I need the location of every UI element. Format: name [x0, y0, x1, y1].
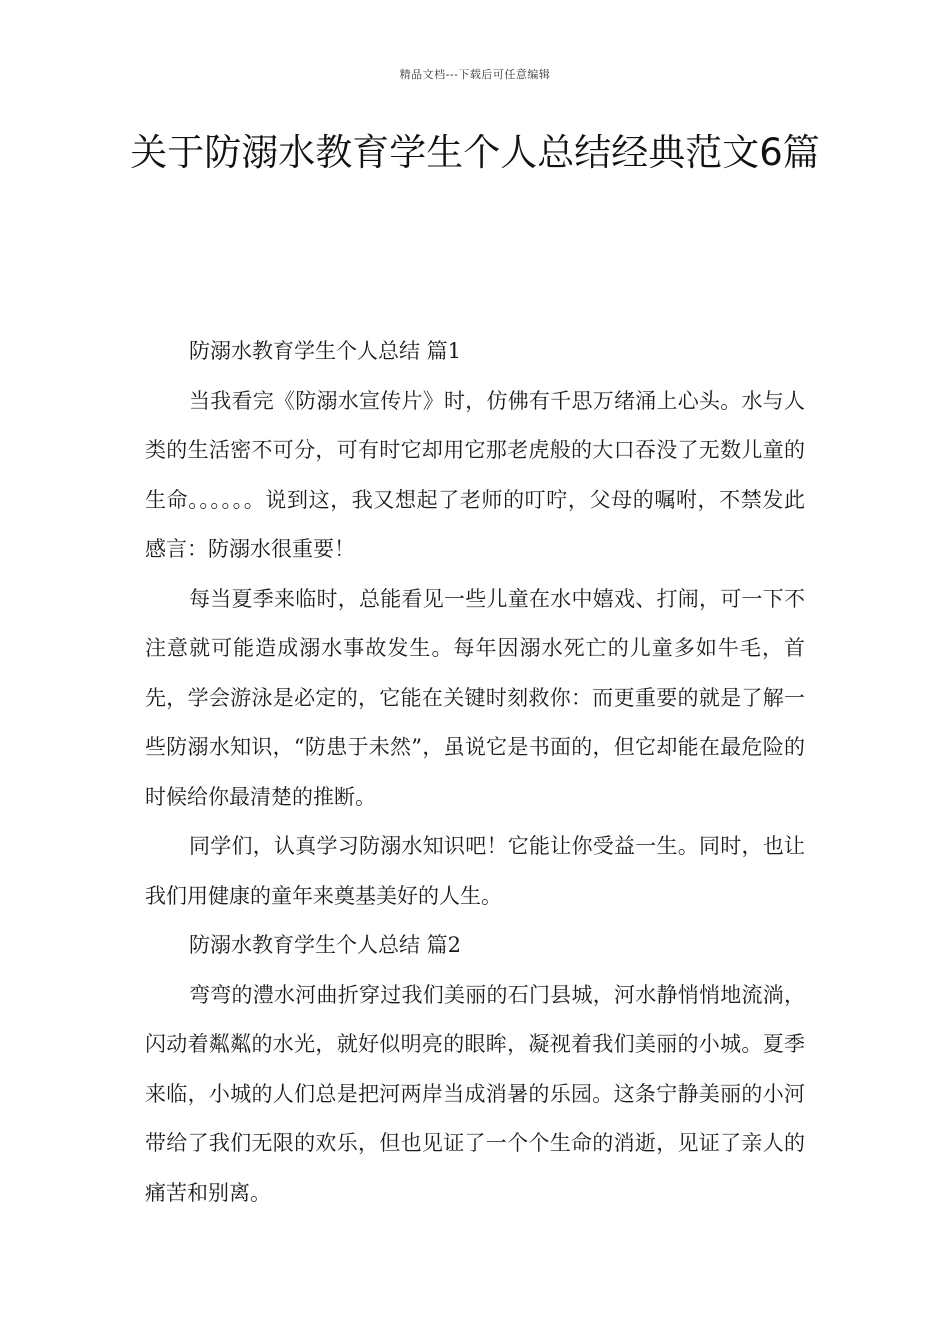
paragraph: 每当夏季来临时，总能看见一些儿童在水中嬉戏、打闹，可一下不注意就可能造成溺水事故发生。每年因溺水死亡的儿童多如牛毛，首先，学会游泳是必定的，它能在关键时刻救你：而更重要的就是了解一些防溺水知识，“防患于未然”，虽说它是书面的，但它却能在最危险的时候给你最清楚的推断。 — [145, 586, 805, 809]
document-body — [145, 327, 805, 1218]
header-note: 精品文档---下载后可任意编辑 — [399, 68, 551, 81]
section-heading-1: 防溺水教育学生个人总结 篇1 — [189, 339, 462, 363]
document-title: 关于防溺水教育学生个人总结经典范文6篇 — [130, 131, 820, 174]
paragraph: 弯弯的澧水河曲折穿过我们美丽的石门县城，河水静悄悄地流淌，闪动着粼粼的水光，就好似明亮的眼眸，凝视着我们美丽的小城。夏季来临，小城的人们总是把河两岸当成消暑的乐园。这条宁静美丽的小河带给了我们无限的欢乐，但也见证了一个个生命的消逝，见证了亲人的痛苦和别离。 — [145, 982, 805, 1205]
paragraph: 当我看完《防溺水宣传片》时，仿佛有千思万绪涌上心头。水与人类的生活密不可分，可有时它却用它那老虎般的大口吞没了无数儿童的生命。。。。。。说到这，我又想起了老师的叮咛，父母的嘱咐，不禁发此感言：防溺水很重要！ — [145, 388, 805, 561]
section-heading-2: 防溺水教育学生个人总结 篇2 — [189, 933, 462, 957]
paragraph: 同学们，认真学习防溺水知识吧！它能让你受益一生。同时，也让我们用健康的童年来奠基美好的人生。 — [145, 834, 805, 908]
